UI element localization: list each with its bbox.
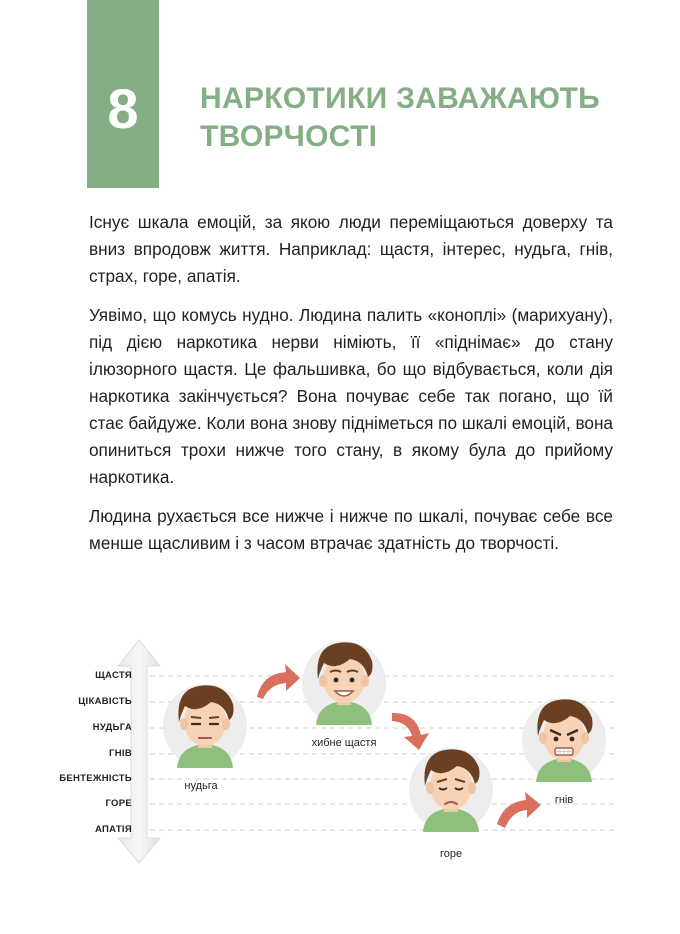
chapter-title-line1: НАРКОТИКИ ЗАВАЖАЮТЬ <box>200 82 600 115</box>
emotion-scale-illustration <box>0 600 680 934</box>
chapter-title-line2: ТВОРЧОСТІ <box>200 120 378 153</box>
scale-label-anger: ГНІВ <box>109 748 132 759</box>
scale-label-embarrassment: БЕНТЕЖНІСТЬ <box>59 773 132 784</box>
scale-label-apathy: АПАТІЯ <box>94 824 132 835</box>
caption-bored: нудьга <box>184 780 218 792</box>
chapter-number-box <box>87 0 159 188</box>
face-angry <box>522 698 606 782</box>
caption-false-happiness: хибне щастя <box>311 737 377 749</box>
face-happy <box>302 641 386 725</box>
scale-label-grief: ГОРЕ <box>105 798 132 809</box>
emotion-scale-graphic <box>0 600 680 934</box>
scale-label-boredom: НУДЬГА <box>92 722 132 733</box>
paragraph-1: Існує шкала емоцій, за якою люди переміщаються доверху та вниз впродовж життя. Наприклад: щастя, інтерес, нудьга, гнів, страх, горе, апатія. <box>89 212 613 286</box>
scale-label-happiness: ЩАСТЯ <box>95 670 132 681</box>
arrow-up-icon <box>257 664 300 699</box>
chapter-title <box>200 80 630 156</box>
paragraph-2: Уявімо, що комусь нудно. Людина палить «коноплі» (марихуану), під дією наркотика нерви німіють, її «піднімає» до стану ілюзорного щастя. Це фальшивка, бо що відбувається, коли дія наркотика закінчується? Вона почуває себе так погано, що їй стає байдуже. Коли вона знову підніметься по шкалі емоцій, вона опиниться трохи нижче того стану, в якому була до прийому наркотика. <box>89 305 613 487</box>
body-text <box>89 209 613 569</box>
caption-grief: горе <box>439 848 463 860</box>
paragraph-3: Людина рухається все нижче і нижче по шкалі, почуває себе все менше щасливим і з часом втрачає здатність до творчості. <box>89 506 613 553</box>
chapter-number: 8 <box>107 77 139 140</box>
face-sad <box>409 748 493 832</box>
scale-label-interest: ЦІКАВІСТЬ <box>78 696 132 707</box>
face-bored <box>163 684 247 768</box>
caption-anger: гнів <box>554 794 574 806</box>
